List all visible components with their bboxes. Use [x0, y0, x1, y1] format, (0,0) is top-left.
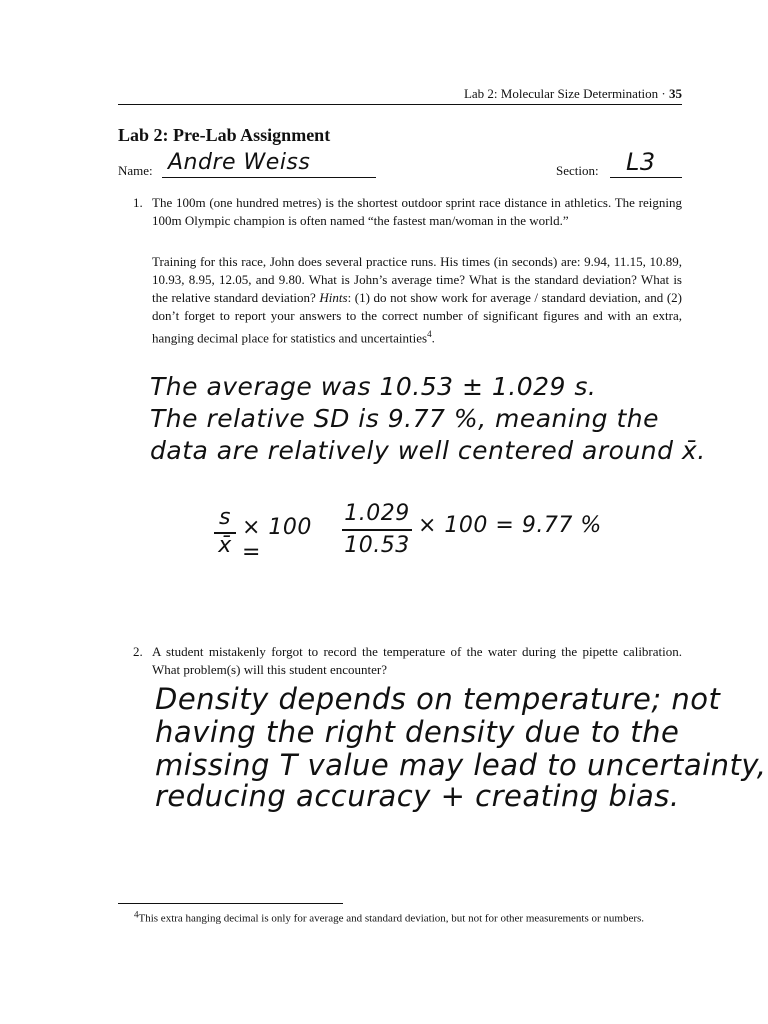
question-1-prompt-text: Training for this race, John does several practice runs. His times (in seconds) are: 9.94, 11.15, 10.89, 10.93, 8.95, 12.05, and 9.80. What is John’s average time? What is the standard deviation? What is the relative standard deviation?	[152, 254, 682, 305]
formula-result: × 100 = 9.77 %	[418, 513, 602, 538]
answer-1-line-1: The average was 10.53 ± 1.029 s.	[150, 372, 597, 401]
running-header	[118, 86, 682, 102]
formula-numerator-s: s	[219, 505, 231, 530]
name-handwritten: Andre Weiss	[168, 150, 311, 175]
answer-2-line-3: missing T value may lead to uncertainty,	[155, 748, 767, 782]
hints-text: : (1) do not show work for average / standard deviation, and (2) don’t forget to report your answers to the correct number of significant figures and with an extra, hanging decimal place for statistics and uncertainties	[152, 290, 683, 346]
prompt-end: .	[431, 330, 435, 346]
answer-2-line-4: reducing accuracy + creating bias.	[155, 779, 680, 813]
question-2-number: 2.	[133, 644, 143, 659]
answer-2-line-1: Density depends on temperature; not	[155, 682, 721, 716]
question-1-prompt	[152, 253, 682, 347]
footnote-ref: 4	[427, 329, 432, 339]
footnote-mark: 4	[134, 909, 139, 919]
question-1-intro: The 100m (one hundred metres) is the shortest outdoor sprint race distance in athletics. The reigning 100m Olympic champion is often named “the fastest man/woman in the world.”	[152, 195, 682, 228]
answer-1-line-2: The relative SD is 9.77 %, meaning the	[150, 404, 660, 433]
header-rule	[118, 104, 682, 105]
hints-label: Hints	[319, 290, 348, 305]
answer-2-line-2: having the right density due to the	[155, 715, 680, 749]
question-2-prompt: A student mistakenly forgot to record the temperature of the water during the pipette calibration. What problem(s) will this student encounter?	[152, 644, 682, 677]
question-1-number: 1.	[133, 195, 143, 210]
page-title: Lab 2: Pre-Lab Assignment	[118, 125, 331, 145]
formula-denominator-xbar: x̄	[218, 533, 232, 558]
section-label: Section:	[556, 163, 599, 178]
answer-1-line-3: data are relatively well centered around x̄.	[150, 436, 706, 465]
section-underline	[610, 177, 682, 178]
page-number: 35	[669, 86, 682, 101]
running-title: Lab 2: Molecular Size Determination ·	[463, 86, 666, 101]
fraction-bar-2	[342, 529, 412, 531]
footnote	[118, 907, 684, 927]
section-handwritten: L3	[626, 148, 656, 176]
name-label: Name:	[118, 163, 153, 178]
name-underline	[162, 177, 376, 178]
footnote-rule	[118, 903, 343, 904]
formula-denominator-mean: 10.53	[344, 533, 410, 558]
formula-numerator-sd: 1.029	[344, 501, 410, 526]
formula-times-100-1: × 100 =	[242, 515, 312, 565]
footnote-text: This extra hanging decimal is only for average and standard deviation, but not for other measurements or numbers.	[138, 912, 645, 925]
rsd-formula	[212, 501, 632, 565]
